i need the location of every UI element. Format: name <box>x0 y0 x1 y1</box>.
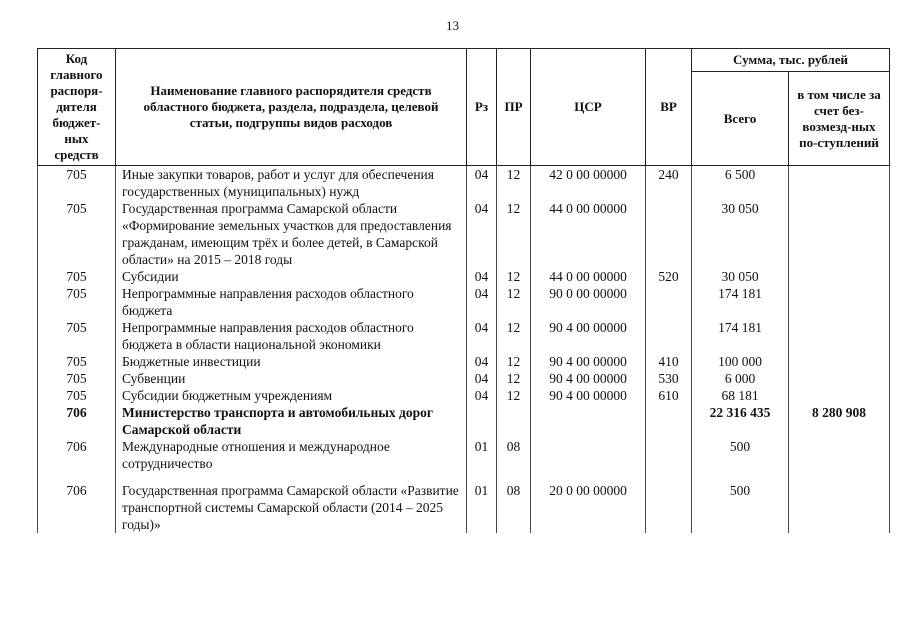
cell-pr: 08 <box>497 482 531 533</box>
cell-code: 705 <box>38 200 116 268</box>
cell-name: Непрограммные направления расходов областного бюджета в области национальной экономики <box>116 319 467 353</box>
cell-free <box>789 438 890 472</box>
table-row <box>38 166 890 201</box>
header-pr: ПР <box>497 49 531 166</box>
cell-rz <box>467 404 497 438</box>
cell-name: Министерство транспорта и автомобильных дорог Самарской области <box>116 404 467 438</box>
cell-rz: 04 <box>467 370 497 387</box>
cell-name: Иные закупки товаров, работ и услуг для обеспечения государственных (муниципальных) нужд <box>116 166 467 201</box>
cell-code: 705 <box>38 370 116 387</box>
cell-pr: 12 <box>497 370 531 387</box>
cell-csr: 44 0 00 00000 <box>531 268 646 285</box>
cell-free <box>789 319 890 353</box>
cell-free <box>789 268 890 285</box>
cell-name: Государственная программа Самарской области «Развитие транспортной системы Самарской области (2014 – 2025 годы)» <box>116 482 467 533</box>
cell-csr: 42 0 00 00000 <box>531 166 646 201</box>
cell-csr: 90 4 00 00000 <box>531 370 646 387</box>
cell-total: 22 316 435 <box>692 404 789 438</box>
cell-vr: 610 <box>646 387 692 404</box>
cell-total: 68 181 <box>692 387 789 404</box>
cell-total: 500 <box>692 482 789 533</box>
cell-code: 706 <box>38 482 116 533</box>
cell-rz: 04 <box>467 166 497 201</box>
table-row <box>38 438 890 472</box>
spacer-cell <box>789 472 890 482</box>
header-name: Наименование главного распорядителя средств областного бюджета, раздела, подраздела, целевой статьи, подгруппы видов расходов <box>116 49 467 166</box>
table-row <box>38 268 890 285</box>
cell-name: Международные отношения и международное сотрудничество <box>116 438 467 472</box>
table-row <box>38 200 890 268</box>
header-vr: ВР <box>646 49 692 166</box>
cell-pr: 12 <box>497 268 531 285</box>
cell-vr: 410 <box>646 353 692 370</box>
table-body <box>38 166 890 534</box>
header-free: в том числе за счет без-возмезд-ных по-ступлений <box>789 72 890 166</box>
spacer-cell <box>497 472 531 482</box>
cell-rz: 04 <box>467 200 497 268</box>
spacer-cell <box>467 472 497 482</box>
cell-pr: 12 <box>497 200 531 268</box>
cell-name: Бюджетные инвестиции <box>116 353 467 370</box>
cell-name: Субсидии <box>116 268 467 285</box>
cell-code: 706 <box>38 438 116 472</box>
cell-vr <box>646 200 692 268</box>
cell-total: 30 050 <box>692 268 789 285</box>
table-header <box>38 49 890 166</box>
cell-code: 705 <box>38 387 116 404</box>
cell-vr: 520 <box>646 268 692 285</box>
cell-pr: 08 <box>497 438 531 472</box>
cell-vr: 530 <box>646 370 692 387</box>
cell-free <box>789 200 890 268</box>
cell-free <box>789 353 890 370</box>
cell-pr: 12 <box>497 387 531 404</box>
table-row <box>38 353 890 370</box>
cell-total: 100 000 <box>692 353 789 370</box>
cell-vr: 240 <box>646 166 692 201</box>
cell-pr: 12 <box>497 319 531 353</box>
cell-csr <box>531 438 646 472</box>
cell-free <box>789 285 890 319</box>
cell-vr <box>646 482 692 533</box>
cell-rz: 01 <box>467 482 497 533</box>
table-row <box>38 482 890 533</box>
cell-pr <box>497 404 531 438</box>
cell-rz: 01 <box>467 438 497 472</box>
header-total: Всего <box>692 72 789 166</box>
cell-total: 30 050 <box>692 200 789 268</box>
cell-total: 6 500 <box>692 166 789 201</box>
cell-code: 705 <box>38 166 116 201</box>
cell-pr: 12 <box>497 285 531 319</box>
cell-name: Субвенции <box>116 370 467 387</box>
header-csr: ЦСР <box>531 49 646 166</box>
cell-csr: 90 4 00 00000 <box>531 319 646 353</box>
cell-pr: 12 <box>497 166 531 201</box>
row-spacer <box>38 472 890 482</box>
header-sum-group: Сумма, тыс. рублей <box>692 49 890 72</box>
cell-csr: 44 0 00 00000 <box>531 200 646 268</box>
cell-code: 705 <box>38 268 116 285</box>
header-code: Код главного распоря-дителя бюджет-ных средств <box>38 49 116 166</box>
cell-pr: 12 <box>497 353 531 370</box>
table-row <box>38 285 890 319</box>
page-number: 13 <box>446 18 459 33</box>
spacer-cell <box>646 472 692 482</box>
cell-total: 6 000 <box>692 370 789 387</box>
cell-rz: 04 <box>467 285 497 319</box>
cell-total: 174 181 <box>692 285 789 319</box>
table-row <box>38 387 890 404</box>
cell-csr: 20 0 00 00000 <box>531 482 646 533</box>
spacer-cell <box>692 472 789 482</box>
spacer-cell <box>531 472 646 482</box>
cell-code: 705 <box>38 353 116 370</box>
cell-name: Государственная программа Самарской области «Формирование земельных участков для предоставления гражданам, имеющим трёх и более детей, в Самарской области» на 2015 – 2018 годы <box>116 200 467 268</box>
cell-vr <box>646 285 692 319</box>
cell-rz: 04 <box>467 319 497 353</box>
cell-csr <box>531 404 646 438</box>
cell-vr <box>646 404 692 438</box>
cell-code: 706 <box>38 404 116 438</box>
cell-csr: 90 4 00 00000 <box>531 387 646 404</box>
cell-name: Субсидии бюджетным учреждениям <box>116 387 467 404</box>
budget-table <box>37 48 890 533</box>
spacer-cell <box>116 472 467 482</box>
cell-csr: 90 4 00 00000 <box>531 353 646 370</box>
cell-free <box>789 370 890 387</box>
cell-free <box>789 482 890 533</box>
cell-vr <box>646 319 692 353</box>
table-row <box>38 370 890 387</box>
cell-free <box>789 387 890 404</box>
cell-free <box>789 166 890 201</box>
cell-vr <box>646 438 692 472</box>
cell-code: 705 <box>38 285 116 319</box>
cell-rz: 04 <box>467 268 497 285</box>
cell-csr: 90 0 00 00000 <box>531 285 646 319</box>
spacer-cell <box>38 472 116 482</box>
cell-rz: 04 <box>467 353 497 370</box>
cell-rz: 04 <box>467 387 497 404</box>
header-rz: Рз <box>467 49 497 166</box>
cell-name: Непрограммные направления расходов областного бюджета <box>116 285 467 319</box>
cell-free: 8 280 908 <box>789 404 890 438</box>
cell-total: 174 181 <box>692 319 789 353</box>
table-row <box>38 319 890 353</box>
cell-code: 705 <box>38 319 116 353</box>
cell-total: 500 <box>692 438 789 472</box>
table-row <box>38 404 890 438</box>
